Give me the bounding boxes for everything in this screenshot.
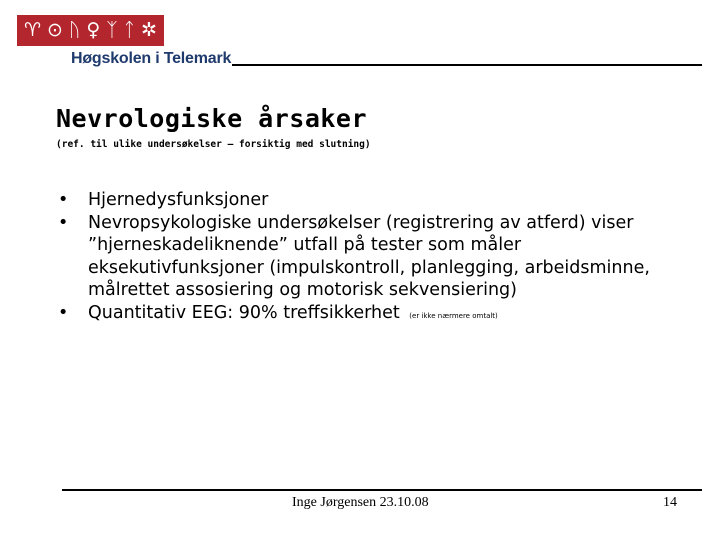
bullet-item <box>58 189 698 212</box>
bullet-text: Hjernedysfunksjoner <box>88 190 269 210</box>
logo-glyph: ᛉ <box>106 19 118 41</box>
logo-glyph: ♈ <box>23 19 42 41</box>
bullet-item <box>58 212 698 302</box>
bullet-item <box>58 302 698 328</box>
school-name: Høgskolen i Telemark <box>71 50 232 67</box>
footer-author-date: Inge Jørgensen 23.10.08 <box>292 495 429 510</box>
footer-divider <box>62 489 702 491</box>
bullet-text: Quantitativ EEG: 90% treffsikkerhet <box>88 302 400 323</box>
bullet-dot: • <box>58 302 69 323</box>
logo-glyph: ♀ <box>86 19 101 41</box>
logo-glyph: ⊙ <box>47 19 63 41</box>
school-logo <box>17 15 164 46</box>
page-number: 14 <box>663 495 677 510</box>
bullet-list <box>58 189 698 327</box>
logo-glyph: ᛏ <box>123 19 136 41</box>
bullet-text: Nevropsykologiske undersøkelser (registrering av atferd) viser ”hjerneskadeliknende” utfall på tester som måler eksekutivfunksjoner (impulskontroll, planlegging, arbeidsminne, målrettet assosiering og motorisk sekvensiering) <box>88 212 650 300</box>
bullet-note: (er ikke nærmere omtalt) <box>409 311 498 320</box>
bullet-dot: • <box>58 190 69 210</box>
bullet-dot: • <box>58 212 69 233</box>
slide-title: Nevrologiske årsaker <box>56 104 368 133</box>
header-divider <box>232 64 702 66</box>
slide-subtitle: (ref. til ulike undersøkelser – forsiktig med slutning) <box>56 139 371 150</box>
logo-glyph: ᚢ <box>68 19 81 41</box>
logo-glyph: ✲ <box>141 19 157 41</box>
